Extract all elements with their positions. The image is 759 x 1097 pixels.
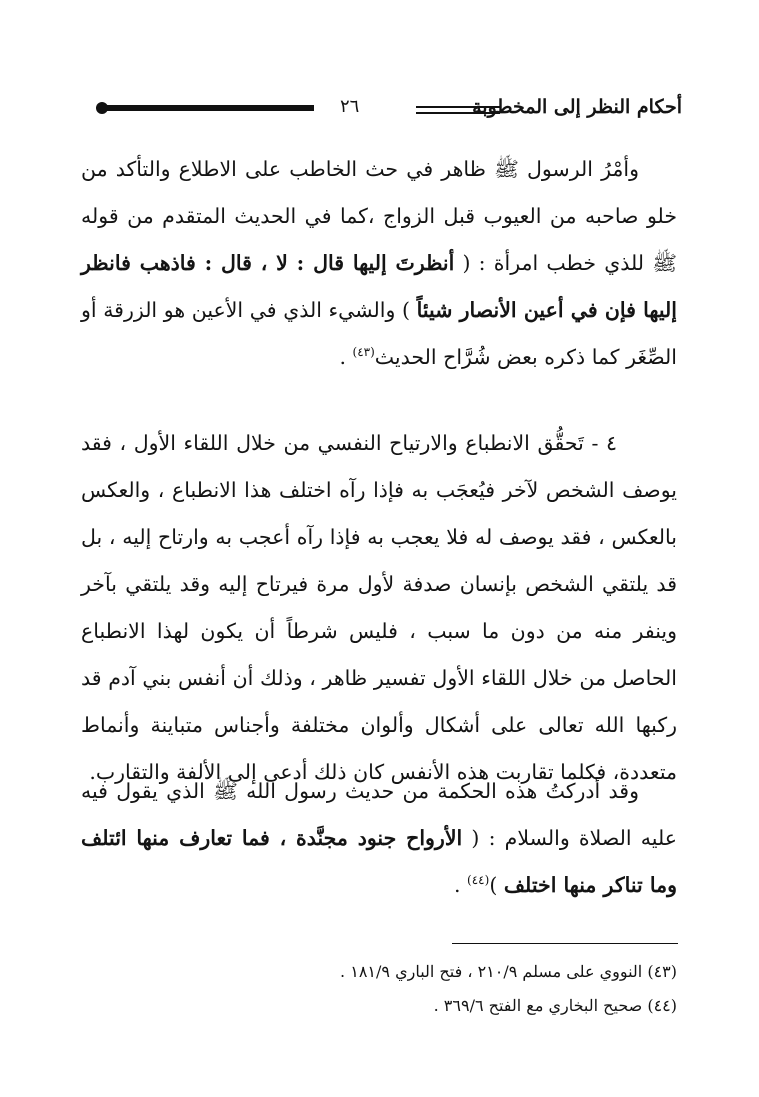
footnotes [81,955,677,1023]
footnote-43: (٤٣) النووي على مسلم ٢١٠/٩ ، فتح الباري ١٨١/٩ . [340,962,677,981]
header-double-rule [416,106,500,114]
paragraph-1-text [81,146,677,381]
paragraph-2 [81,420,677,796]
footnote-separator [452,943,678,944]
hadith-quote-2: الأرواح جنود مجنَّدة ، فما تعارف منها ائتلف وما تناكر منها اختلف [81,826,677,897]
header-rule-end-dot [96,102,108,114]
header-thick-rule [104,105,314,111]
footnote-44: (٤٤) صحيح البخاري مع الفتح ٣٦٩/٦ . [433,996,677,1015]
paragraph-1-text-b: ) والشيء الذي في الأعين هو الزرقة أو الصِّغَر كما ذكره بعض شُرَّاح الحديث [81,298,677,369]
paragraph-3-end: . [454,873,468,897]
paragraph-1-end: . [339,345,353,369]
paragraph-2-text: ٤ - تَحقُّق الانطباع والارتياح النفسي من خلال اللقاء الأول ، فقد يوصف الشخص لآخر فيُعجَب به فإذا رآه اختلف هذا الانطباع ، والعكس بالعكس ، فقد يوصف له فلا يعجب به فإذا رآه أعجب به وارتاح إليه ، بل قد يلتقي الشخص بإنسان صدفة لأول مرة فيرتاح إليه وقد يلتقي بآخر وينفر منه من دون ما سبب ، فليس شرطاً أن يكون لهذا الانطباع الحاصل من خلال اللقاء الأول تفسير ظاهر ، وذلك أن أنفس بني آدم قد ركبها الله تعالى على أشكال وألوان مختلفة وأجناس متباينة وأنماط متعددة، فكلما تقاربت هذه الأنفس كان ذلك أدعى إلى الألفة والتقارب. [81,431,677,784]
paragraph-3 [81,768,677,909]
page-number: ٢٦ [340,96,360,117]
footnote-ref-44[interactable]: (٤٤) [467,873,490,888]
paragraph-3-text [81,768,677,909]
book-title: أحكام النظر إلى المخطوبة [472,96,682,118]
hadith-quote-1: أنظرتَ إليها قال : لا ، قال : فاذهب فانظر إليها فإن في أعين الأنصار شيئاً [81,251,678,322]
paragraph-1 [81,146,677,381]
paragraph-1-text-a: وأمْرُ الرسول ﷺ ظاهر في حث الخاطب على الاطلاع والتأكد من خلو صاحبه من العيوب قبل الزواج ،كما في الحديث المتقدم من قوله ﷺ للذي خطب امرأة : ( [81,157,678,275]
running-header [96,94,682,128]
footnote-ref-43[interactable]: (٤٣) [352,345,375,360]
paragraph-3-text-a: وقد أدركتُ هذه الحكمة من حديث رسول الله ﷺ الذي يقول فيه عليه الصلاة والسلام : ( [81,779,677,850]
paragraph-3-text-b: ) [489,873,504,897]
